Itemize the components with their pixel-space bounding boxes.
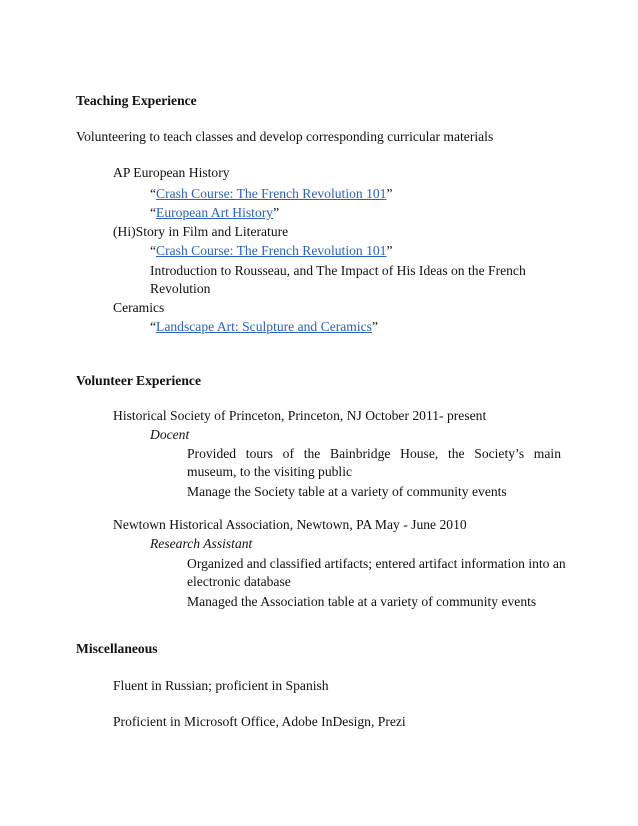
course-item	[150, 318, 378, 336]
course-item	[150, 204, 279, 222]
open-quote: “	[150, 205, 157, 220]
volunteer-title-docent: Docent	[150, 427, 190, 442]
misc-item-software: Proficient in Microsoft Office, Adobe InDesign, Prezi	[113, 714, 406, 729]
misc-item-languages: Fluent in Russian; proficient in Spanish	[113, 678, 329, 693]
landscape-art-link[interactable]: Landscape Art: Sculpture and Ceramics	[156, 319, 372, 334]
misc-heading: Miscellaneous	[76, 641, 158, 656]
open-quote: “	[150, 243, 157, 258]
volunteer-org-newtown: Newtown Historical Association, Newtown, PA May - June 2010	[113, 517, 467, 532]
course-name-ap-european-history: AP European History	[113, 165, 230, 180]
volunteer-title-research-assistant: Research Assistant	[150, 536, 253, 551]
close-quote: ”	[273, 205, 280, 220]
european-art-history-link[interactable]: European Art History	[156, 205, 274, 220]
volunteer-duty: Managed the Association table at a variety of community events	[187, 594, 537, 609]
open-quote: “	[150, 186, 157, 201]
course-extra-rousseau: Introduction to Rousseau, and The Impact of His Ideas on the French Revolution	[150, 263, 526, 296]
volunteer-duty: Organized and classified artifacts; entered artifact information into an electronic database	[187, 556, 566, 589]
volunteer-duty: Provided tours of the Bainbridge House, the Society’s main museum, to the visiting public	[187, 446, 561, 479]
close-quote: ”	[386, 243, 393, 258]
close-quote: ”	[371, 319, 379, 334]
course-item	[150, 185, 393, 203]
open-quote: “	[150, 319, 157, 334]
course-name-history-in-film: (Hi)Story in Film and Literature	[113, 224, 289, 239]
course-item	[150, 242, 393, 260]
close-quote: ”	[386, 186, 393, 201]
volunteer-duty: Manage the Society table at a variety of community events	[187, 484, 507, 499]
volunteer-org-princeton: Historical Society of Princeton, Princeton, NJ October 2011- present	[113, 408, 487, 423]
teaching-heading: Teaching Experience	[76, 93, 197, 108]
crash-course-link[interactable]: Crash Course: The French Revolution 101	[156, 243, 387, 258]
course-name-ceramics: Ceramics	[113, 300, 165, 315]
teaching-intro: Volunteering to teach classes and develop corresponding curricular materials	[76, 129, 494, 144]
crash-course-link[interactable]: Crash Course: The French Revolution 101	[156, 186, 387, 201]
volunteer-heading: Volunteer Experience	[76, 373, 201, 388]
